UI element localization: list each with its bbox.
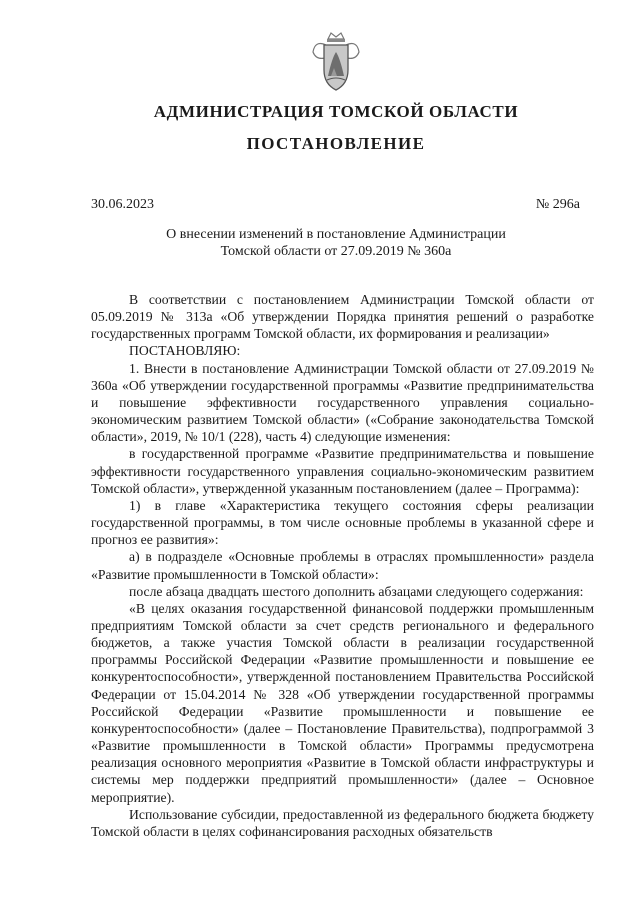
organization-title: АДМИНИСТРАЦИЯ ТОМСКОЙ ОБЛАСТИ [153, 102, 519, 121]
paragraph: В соответствии с постановлением Администрации Томской области от 05.09.2019 № 313а «Об утверждении Порядка принятия решений о разработке государственных программ Томской области, их формирования и реализации» [91, 292, 594, 342]
resolution-word: ПОСТАНОВЛЯЮ: [129, 343, 241, 359]
paragraph: «В целях оказания государственной финансовой поддержки промышленным предприятиям Томской области за счет средств регионального и федерального бюджетов, а также участия Томской области в реализации государственной программы Российской Федерации «Развитие промышленности и повышение ее конкурентоспособности», утвержденной постановлением Правительства Российской Федерации от 15.04.2014 № 328 «Об утверждении государственной программы Российской Федерации «Развитие промышленности и повышение ее конкурентоспособности» (далее – Постановление Правительства), подпрограммой 3 «Развитие промышленности в Томской области» Программы предусмотрена реализация основного мероприятия «Развитие в Томской области инфраструктуры и системы мер поддержки предприятий промышленности» (далее – Основное мероприятие). [91, 600, 594, 805]
coat-of-arms-icon [312, 30, 360, 92]
document-body [91, 291, 594, 840]
paragraph: 1) в главе «Характеристика текущего состояния сферы реализации государственной программы, в том числе основные проблемы в указанной сфере и прогноз ее развития»: [91, 497, 594, 548]
subject-line: О внесении изменений в постановление Администрации [166, 227, 506, 242]
paragraph: Использование субсидии, предоставленной из федерального бюджета бюджету Томской области в целях софинансирования расходных обязательств [91, 806, 594, 839]
paragraph: в государственной программе «Развитие предпринимательства и повышение эффективности государственного управления социально-экономическим развитием Томской области», утвержденной указанным постановлением (далее – Программа): [91, 446, 594, 496]
subject-line: Томской области от 27.09.2019 № 360а [220, 244, 452, 259]
document-date: 30.06.2023 [91, 197, 154, 212]
paragraph: а) в подразделе «Основные проблемы в отраслях промышленности» раздела «Развитие промышленности в Томской области»: [91, 549, 594, 582]
document-type-title: ПОСТАНОВЛЕНИЕ [246, 134, 426, 153]
document-subject [150, 226, 522, 260]
paragraph: после абзаца двадцать шестого дополнить абзацами следующего содержания: [129, 583, 584, 599]
paragraph: 1. Внести в постановление Администрации Томской области от 27.09.2019 № 360а «Об утверждении государственной программы «Развитие предпринимательства и повышение эффективности государственного управления социально-экономическим развитием Томской области» («Собрание законодательства Томской области», 2019, № 10/1 (228), часть 4) следующие изменения: [91, 360, 594, 445]
document-number: № 296а [535, 197, 580, 212]
